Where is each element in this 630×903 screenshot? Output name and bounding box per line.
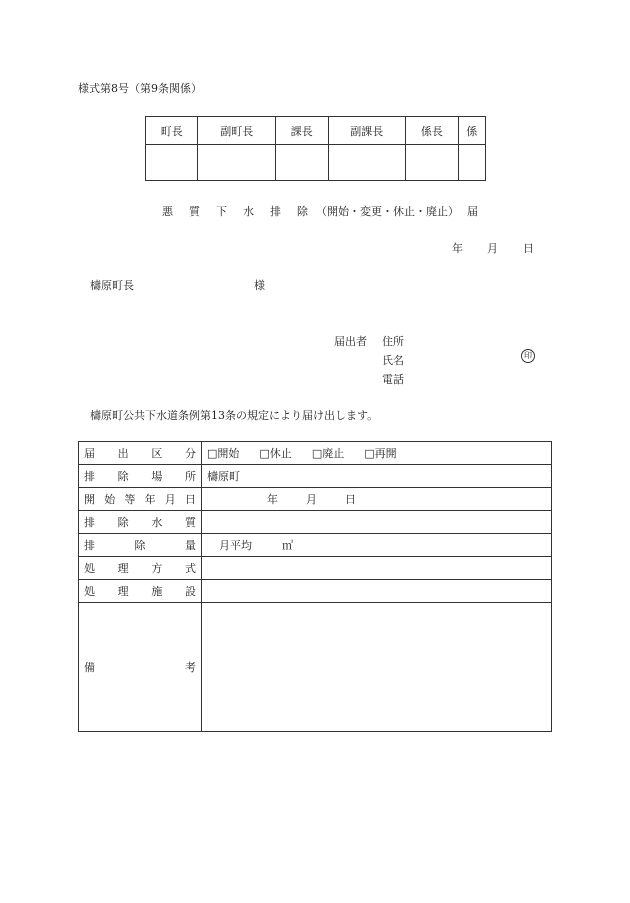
location-field[interactable]: 檮原町 [202,465,552,488]
form-label: 届出区分 [79,442,202,465]
start-year: 年 [267,493,278,506]
title-paren: （開始・変更・休止・廃止） [316,205,459,218]
approval-stamp-cell[interactable] [406,145,458,181]
form-number: 様式第8号（第9条関係） [78,82,202,95]
approval-header: 町長 [146,117,198,145]
approval-header: 課長 [276,117,328,145]
addressee-name: 檮原町長 [90,279,134,292]
notification-form-table [78,441,552,732]
volume-unit: ㎥ [282,539,293,552]
date-day[interactable]: 日 [523,242,534,255]
form-label: 処理施設 [79,580,202,603]
title-char: 除 [297,205,308,218]
approval-stamp-cell[interactable] [276,145,328,181]
approval-stamp-cell[interactable] [198,145,276,181]
addressee-honorific: 様 [254,279,265,292]
applicant-label: 届出者 [334,335,367,348]
approval-stamp-cell[interactable] [146,145,198,181]
date-year[interactable]: 年 [452,242,463,255]
title-char: 水 [243,205,254,218]
remarks-field[interactable] [202,603,552,732]
checkbox-abolish[interactable]: □廃止 [311,447,345,460]
approval-stamp-cell[interactable] [458,145,485,181]
treatment-method-field[interactable] [202,557,552,580]
form-label: 処理方式 [79,557,202,580]
form-label: 排除量 [79,534,202,557]
applicant-address-label: 住所 [382,335,404,348]
category-field[interactable] [202,442,552,465]
checkbox-resume[interactable]: □再開 [364,447,397,460]
title-suffix: 届 [467,205,478,218]
approval-stamp-cell[interactable] [328,145,406,181]
form-label: 排除水質 [79,511,202,534]
checkbox-start[interactable]: □開始 [207,447,240,460]
form-label: 備考 [79,603,202,732]
date-month[interactable]: 月 [487,242,498,255]
title-char: 排 [270,205,281,218]
approval-header: 係長 [406,117,458,145]
page-title [162,203,478,219]
approval-header: 副課長 [328,117,406,145]
volume-prefix: 月平均 [219,539,252,552]
form-label: 開始等年月日 [79,488,202,511]
start-day: 日 [345,493,356,506]
form-label: 排除場所 [79,465,202,488]
title-char: 悪 [162,205,173,218]
applicant-name-label: 氏名 [382,354,404,367]
approval-header: 副町長 [198,117,276,145]
applicant-phone-label: 電話 [382,373,404,386]
intro-text: 檮原町公共下水道条例第13条の規定により届け出します。 [90,409,379,422]
approval-stamp-table [145,116,486,181]
treatment-facility-field[interactable] [202,580,552,603]
start-month: 月 [306,493,317,506]
seal-mark: 印 [521,349,535,363]
volume-field[interactable] [202,534,552,557]
title-char: 下 [216,205,227,218]
approval-header: 係 [458,117,485,145]
start-date-field[interactable] [202,488,552,511]
checkbox-suspend[interactable]: □休止 [259,447,292,460]
water-quality-field[interactable] [202,511,552,534]
title-char: 質 [189,205,200,218]
